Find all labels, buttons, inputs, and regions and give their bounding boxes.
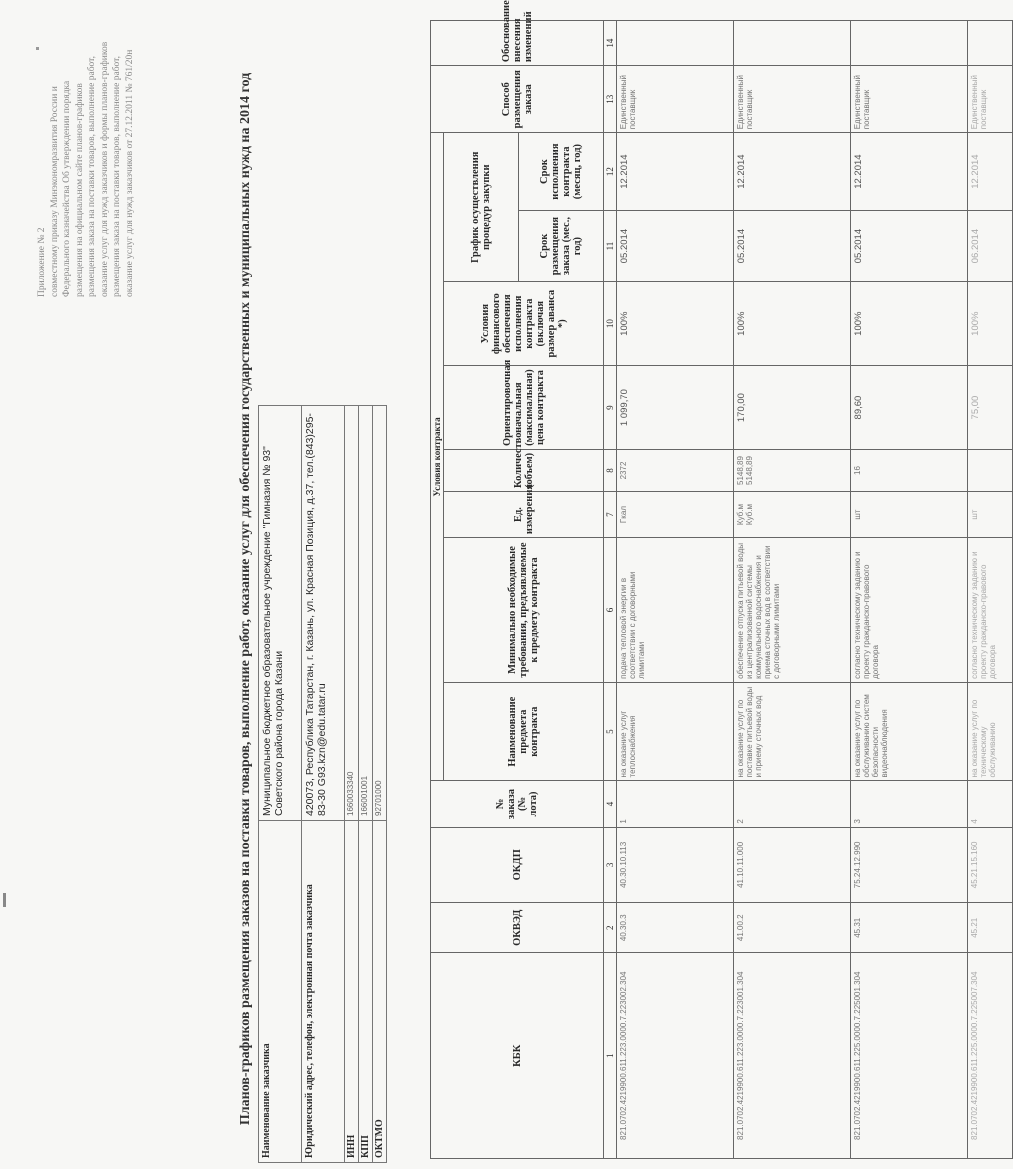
cell-requirements: согласно техническому заданию и проекту гражданско-правового договора	[968, 538, 1013, 683]
appendix-line: размещения заказа на поставки товаров, выполнение работ,	[112, 56, 122, 297]
cell-okved: 45.31	[851, 903, 968, 953]
inn-value: 1660033340	[345, 406, 359, 821]
column-number: 9	[604, 366, 617, 450]
cell-order-no: 3	[851, 781, 968, 827]
header-okved: ОКВЭД	[431, 903, 604, 953]
procurement-plan-table	[430, 0, 1013, 1159]
kpp-value: 166001001	[359, 406, 373, 821]
cell-exec-term: 12.2014	[617, 133, 734, 211]
cell-kbk: 821.0702.4219900.611.223.0000.7.223001.304	[734, 953, 851, 1159]
column-number: 14	[604, 21, 617, 66]
cell-method: Единственный поставщик	[968, 66, 1013, 133]
cell-placement-term: 05.2014	[617, 210, 734, 281]
inn-label: ИНН	[345, 821, 359, 1163]
column-number: 12	[604, 133, 617, 211]
customer-name-label: Наименование заказчика	[259, 821, 302, 1163]
cell-quantity: 5148,89 5148,89	[734, 450, 851, 492]
cell-exec-term: 12.2014	[968, 133, 1013, 211]
cell-subject: на оказание услуг теплоснабжения	[617, 682, 734, 781]
cell-method: Единственный поставщик	[851, 66, 968, 133]
cell-price: 1 099,70	[617, 366, 734, 450]
customer-address-label: Юридический адрес, телефон, электронная почта заказчика	[302, 821, 345, 1163]
cell-subject: на оказание услуг по техническому обслуживанию	[968, 682, 1013, 781]
page-title: Планов-графиков размещения заказов на поставки товаров, выполнение работ, оказание услуг для обеспечения государственных и муниципальных нужд на 2014 год	[238, 72, 253, 1126]
column-number: 2	[604, 903, 617, 953]
header-placement-term: Срок размещения заказа (мес., год)	[519, 210, 604, 281]
cell-placement-term: 05.2014	[851, 210, 968, 281]
cell-okdp: 45.21.15.160	[968, 827, 1013, 903]
column-number: 10	[604, 282, 617, 366]
cell-justification	[617, 21, 734, 66]
appendix-line: размещения заказа на поставки товаров, выполнение работ,	[87, 56, 97, 297]
header-kbk: КБК	[431, 953, 604, 1159]
cell-exec-term: 12.2014	[851, 133, 968, 211]
column-number: 13	[604, 66, 617, 133]
cell-kbk: 821.0702.4219900.611.225.0000.7.225001.304	[851, 953, 968, 1159]
column-number: 11	[604, 210, 617, 281]
cell-finance: 100%	[851, 282, 968, 366]
cell-quantity: 16	[851, 450, 968, 492]
cell-order-no: 4	[968, 781, 1013, 827]
table-row	[617, 21, 734, 1159]
header-conditions: Условия контракта	[431, 133, 444, 781]
cell-okdp: 75.24.12.990	[851, 827, 968, 903]
appendix-line: совместному приказу Минэкономразвития России и	[49, 86, 60, 297]
cell-unit: Гкал	[617, 491, 734, 537]
column-number: 5	[604, 682, 617, 781]
cell-subject: на оказание услуг по обслуживанию систем безопасности видеонаблюдения	[851, 682, 968, 781]
cell-subject: на оказание услуг по поставке питьевой воды и приему сточных вод	[734, 682, 851, 781]
cell-justification	[851, 21, 968, 66]
cell-unit: шт	[968, 491, 1013, 537]
header-okdp: ОКДП	[431, 827, 604, 903]
cell-requirements: согласно техническому заданию и проекту гражданско-правового договора	[851, 538, 968, 683]
cell-order-no: 1	[617, 781, 734, 827]
header-order-no: № заказа (№ лота)	[431, 781, 604, 827]
cell-quantity	[968, 450, 1013, 492]
header-exec-term: Срок исполнения контракта (месяц, год)	[519, 133, 604, 211]
appendix-line: размещения на официальном сайте планов-графиков	[74, 83, 85, 297]
appendix-line: Приложение № 2	[37, 227, 47, 297]
cell-okved: 45.21	[968, 903, 1013, 953]
customer-info-table	[258, 405, 387, 1163]
column-number: 3	[604, 827, 617, 903]
cell-okved: 41.00.2	[734, 903, 851, 953]
cell-order-no: 2	[734, 781, 851, 827]
appendix-line: оказание услуг для нужд заказчиков и формы планов-графиков	[99, 41, 110, 297]
cell-finance: 100%	[968, 282, 1013, 366]
cell-requirements: подача тепловой энергии в соответствии с договорными лимитами	[617, 538, 734, 683]
header-method: Способ размещения заказа	[431, 66, 604, 133]
cell-okdp: 40.30.10.113	[617, 827, 734, 903]
cell-method: Единственный поставщик	[734, 66, 851, 133]
cell-finance: 100%	[617, 282, 734, 366]
table-row	[968, 21, 1013, 1159]
cell-okved: 40.30.3	[617, 903, 734, 953]
cell-unit: шт	[851, 491, 968, 537]
cell-requirements: обеспечение отпуска питьевой воды из централизованной системы коммунального водоснабжения и приема сточных вод в соответствии с договорными лимитами	[734, 538, 851, 683]
cell-placement-term: 05.2014	[734, 210, 851, 281]
scan-mark	[3, 893, 6, 907]
cell-justification	[968, 21, 1013, 66]
cell-price: 170,00	[734, 366, 851, 450]
cell-kbk: 821.0702.4219900.611.223.0000.7.223002.304	[617, 953, 734, 1159]
kpp-label: КПП	[359, 821, 373, 1163]
table-row	[851, 21, 968, 1159]
cell-placement-term: 06.2014	[968, 210, 1013, 281]
header-price: Ориентировочная начальная (максимальная) цена контракта	[444, 366, 604, 450]
customer-name-value: Муниципальное бюджетное образовательное учреждение "Гимназия № 93" Советского района города Казани	[259, 406, 302, 821]
header-quantity: Количество (объем)	[444, 450, 604, 492]
header-requirements: Минимально необходимые требования, предъявляемые к предмету контракта	[444, 538, 604, 683]
cell-justification	[734, 21, 851, 66]
cell-price: 75,00	[968, 366, 1013, 450]
header-schedule: График осуществления процедур закупки	[444, 133, 519, 282]
cell-unit: Куб.м Куб.м	[734, 491, 851, 537]
cell-okdp: 41.10.11.000	[734, 827, 851, 903]
cell-method: Единственный поставщик	[617, 66, 734, 133]
column-number: 6	[604, 538, 617, 683]
column-number-row	[604, 21, 617, 1159]
cell-quantity: 2372	[617, 450, 734, 492]
oktmo-value: 92701000	[373, 406, 387, 821]
column-number: 4	[604, 781, 617, 827]
header-unit: Ед. измерения	[444, 491, 604, 537]
cell-kbk: 821.0702.4219900.611.225.0000.7.225007.304	[968, 953, 1013, 1159]
appendix-note	[36, 0, 136, 297]
cell-exec-term: 12.2014	[734, 133, 851, 211]
appendix-line: Федерального казначейства Об утверждении порядка	[62, 80, 72, 297]
customer-address-value: 420073, Республика Татарстан, г. Казань, ул. Красная Позиция, д.37, тел.(843)295-83-30 G93.kzn@edu.tatar.ru	[302, 406, 345, 821]
table-row	[734, 21, 851, 1159]
column-number: 8	[604, 450, 617, 492]
oktmo-label: ОКТМО	[373, 821, 387, 1163]
appendix-line: оказание услуг для нужд заказчиков от 27.12.2011 № 761/20н	[124, 49, 135, 297]
column-number: 7	[604, 491, 617, 537]
cell-finance: 100%	[734, 282, 851, 366]
column-number: 1	[604, 953, 617, 1159]
header-finance: Условия финансового обеспечения исполнения контракта (включая размер аванса *)	[444, 282, 604, 366]
header-justification: Обоснование внесения изменений	[431, 21, 604, 66]
header-subject: Наименование предмета контракта	[444, 682, 604, 781]
cell-price: 89,60	[851, 366, 968, 450]
